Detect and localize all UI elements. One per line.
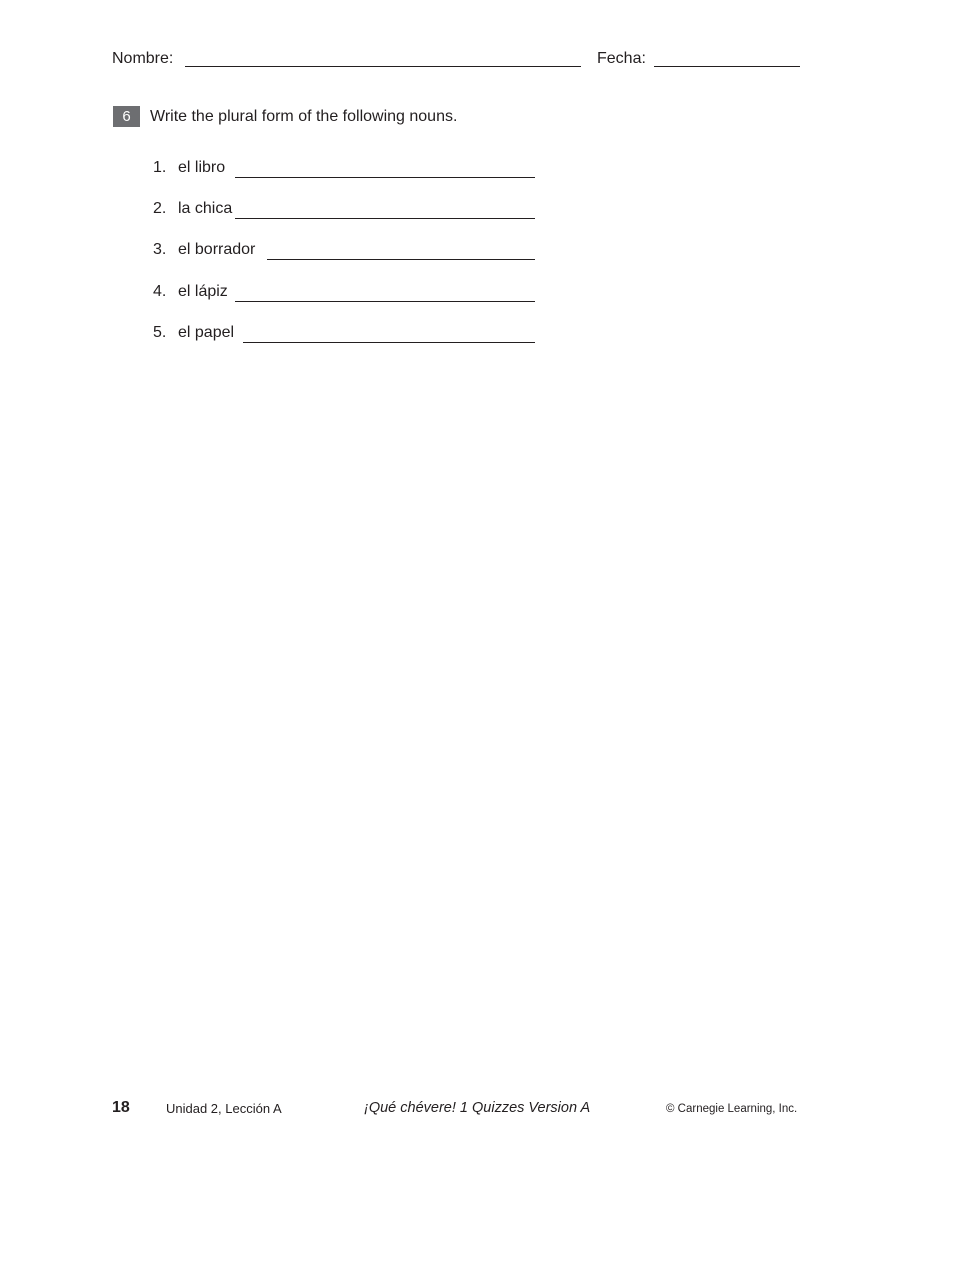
- list-item: [153, 323, 535, 345]
- answer-line[interactable]: [267, 259, 535, 260]
- item-noun: el papel: [178, 324, 235, 341]
- book-title: ¡Qué chévere! 1 Quizzes Version A: [364, 1100, 591, 1116]
- date-answer-line[interactable]: [654, 66, 800, 67]
- date-label: Fecha:: [597, 50, 646, 67]
- item-number: 4.: [153, 283, 167, 300]
- list-item: [153, 240, 535, 262]
- exercise-heading: [113, 106, 613, 128]
- item-noun: el borrador: [178, 241, 256, 258]
- item-number: 2.: [153, 200, 167, 217]
- list-item: [153, 282, 535, 304]
- page-footer: [112, 1098, 812, 1120]
- page-number: 18: [112, 1099, 130, 1116]
- student-info-header: [112, 49, 802, 71]
- copyright-notice: © Carnegie Learning, Inc.: [666, 1103, 798, 1115]
- item-number: 3.: [153, 241, 167, 258]
- name-label: Nombre:: [112, 50, 174, 67]
- exercise-instruction: Write the plural form of the following nouns.: [150, 108, 458, 125]
- answer-line[interactable]: [235, 301, 535, 302]
- list-item: [153, 199, 535, 221]
- list-item: [153, 158, 535, 180]
- item-number: 1.: [153, 159, 167, 176]
- unit-lesson-label: Unidad 2, Lección A: [166, 1101, 282, 1116]
- item-noun: la chica: [178, 200, 233, 217]
- exercise-number-badge: 6: [113, 106, 140, 127]
- item-number: 5.: [153, 324, 167, 341]
- answer-line[interactable]: [243, 342, 535, 343]
- answer-line[interactable]: [235, 177, 535, 178]
- answer-line[interactable]: [235, 218, 535, 219]
- item-noun: el lápiz: [178, 283, 228, 300]
- item-noun: el libro: [178, 159, 226, 176]
- name-answer-line[interactable]: [185, 66, 581, 67]
